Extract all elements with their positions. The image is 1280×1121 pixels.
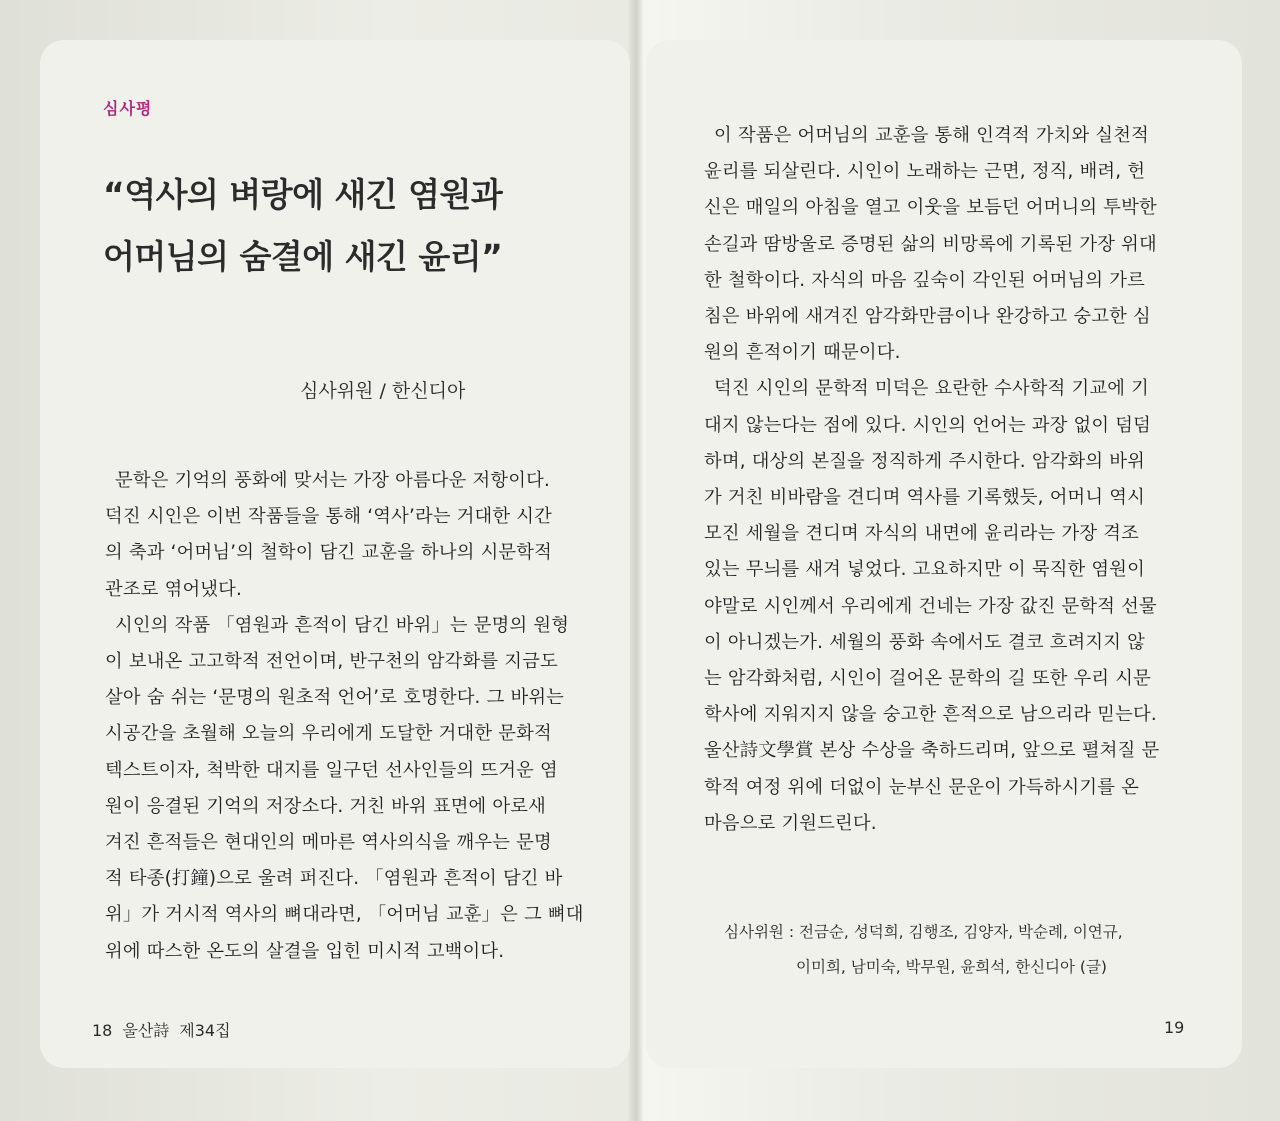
text-line: 하며, 대상의 본질을 정직하게 주시한다. 암각화의 바위 [704,450,1146,472]
right-page [646,40,1242,1068]
byline: 심사위원 / 한신디아 [300,380,466,402]
text-line: 이 아니겠는가. 세월의 풍화 속에서도 결코 흐려지지 않 [704,631,1146,653]
body-text-left [105,463,585,970]
text-line: 문학은 기억의 풍화에 맞서는 가장 아름다운 저항이다. [115,470,550,491]
text-line: 원의 흔적이기 때문이다. [704,342,901,364]
text-line: 마음으로 기원드린다. [704,812,877,834]
title-line: 어머님의 숨결에 새긴 윤리” [103,237,503,276]
text-line: 텍스트이자, 척박한 대지를 일구던 선사인들의 뜨거운 염 [105,759,558,781]
title-line: “역사의 벼랑에 새긴 염원과 [103,175,503,214]
journal-name: 울산詩 [122,1021,170,1040]
text-line: 덕진 시인은 이번 작품들을 통해 ‘역사’라는 거대한 시간 [105,506,553,528]
text-line: 겨진 흔적들은 현대인의 메마른 역사의식을 깨우는 문명 [105,832,552,854]
text-line: 시인의 작품 「염원과 흔적이 담긴 바위」는 문명의 원형 [115,614,570,636]
text-line: 야말로 시인께서 우리에게 건네는 가장 값진 문학적 선물 [704,595,1157,617]
text-line: 침은 바위에 새겨진 암각화만큼이나 완강하고 숭고한 심 [704,306,1151,328]
text-line: 원이 응결된 기억의 저장소다. 거친 바위 표면에 아로새 [105,795,547,817]
text-line: 가 거친 비바람을 견디며 역사를 기록했듯, 어머니 역시 [704,487,1146,509]
text-line: 위」가 거시적 역사의 뼈대라면, 「어머님 교훈」은 그 뼈대 [105,904,584,926]
text-line: 학적 여정 위에 더없이 눈부신 문운이 가득하시기를 온 [704,776,1139,798]
text-line: 의 축과 ‘어머님’의 철학이 담긴 교훈을 하나의 시문학적 [105,542,553,564]
text-line: 손길과 땀방울로 증명된 삶의 비망록에 기록된 가장 위대 [704,233,1157,255]
text-line: 는 암각화처럼, 시인이 걸어온 문학의 길 또한 우리 시문 [704,668,1152,690]
folio-left [92,1018,241,1041]
committee-members-line-1: 심사위원 : 전금순, 성덕희, 김행조, 김양자, 박순례, 이연규, [724,923,1123,941]
page-number: 18 [92,1021,113,1040]
committee-members-line-2: 이미희, 남미숙, 박무원, 윤희석, 한신디아 (글) [796,958,1107,976]
text-line: 적 타종(打鐘)으로 울려 퍼진다. 「염원과 흔적이 담긴 바 [105,868,563,890]
section-label: 심사평 [103,99,153,118]
text-line: 대지 않는다는 점에 있다. 시인의 언어는 과장 없이 덤덤 [704,414,1152,436]
text-line: 울산詩文學賞 본상 수상을 축하드리며, 앞으로 펼쳐질 문 [704,740,1160,762]
text-line: 신은 매일의 아침을 열고 이웃을 보듬던 어머니의 투박한 [704,197,1157,219]
left-page [40,40,630,1068]
text-line: 관조로 엮어냈다. [105,578,243,600]
text-line: 시공간을 초월해 오늘의 우리에게 도달한 거대한 문화적 [105,723,552,745]
page-number: 19 [1164,1018,1185,1037]
text-line: 있는 무늬를 새겨 넣었다. 고요하지만 이 묵직한 염원이 [704,559,1146,581]
text-line: 윤리를 되살린다. 시인이 노래하는 근면, 정직, 배려, 헌 [704,161,1146,183]
body-text-right [704,118,1184,842]
text-line: 이 작품은 어머님의 교훈을 통해 인격적 가치와 실천적 [714,125,1149,146]
text-line: 모진 세월을 견디며 자식의 내면에 윤리라는 가장 격조 [704,523,1139,545]
text-line: 살아 숨 쉬는 ‘문명의 원초적 언어’로 호명한다. 그 바위는 [105,687,565,709]
issue-number: 제34집 [179,1021,231,1040]
text-line: 위에 따스한 온도의 살결을 입힌 미시적 고백이다. [105,940,505,962]
article-title [103,164,573,288]
text-line: 한 철학이다. 자식의 마음 깊숙이 각인된 어머님의 가르 [704,269,1146,291]
text-line: 학사에 지워지지 않을 숭고한 흔적으로 남으리라 믿는다. [704,704,1157,726]
text-line: 덕진 시인의 문학적 미덕은 요란한 수사학적 기교에 기 [714,378,1149,400]
text-line: 이 보내온 고고학적 전언이며, 반구천의 암각화를 지금도 [105,651,558,673]
